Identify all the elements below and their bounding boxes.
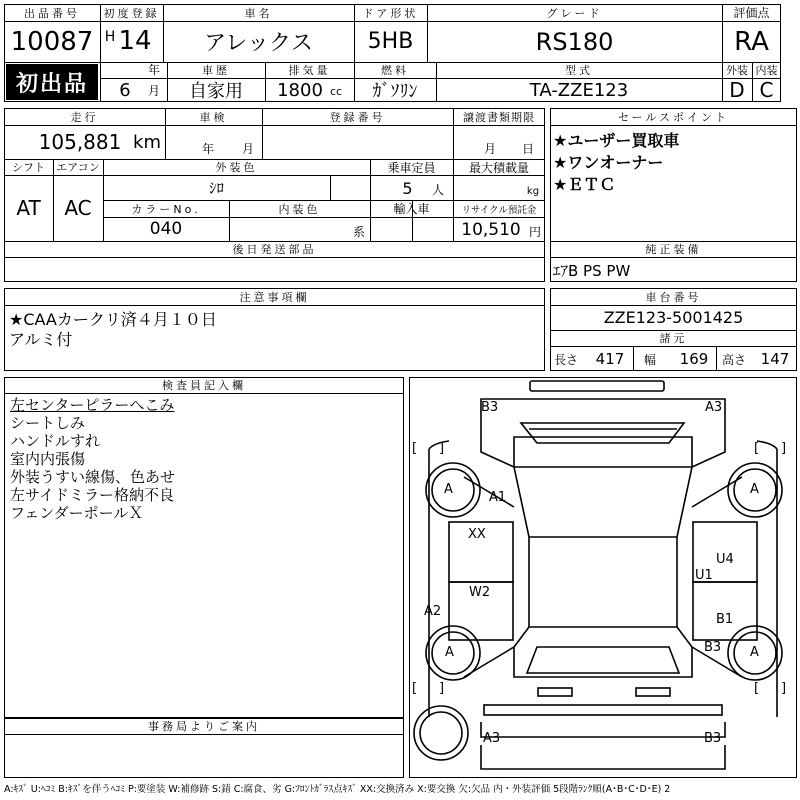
recycle-amount: 10,510 (461, 219, 521, 240)
mark-b3-bottom: B3 (704, 731, 722, 746)
capacity-label: 乗車定員 (387, 160, 436, 175)
mark-u4: U4 (716, 552, 734, 567)
grade: RS180 (535, 27, 614, 56)
car-name-label: 車名 (244, 6, 273, 20)
office-label: 事務局よりご案内 (148, 720, 260, 733)
displacement-unit: cc (329, 84, 343, 98)
ext-grade: D (729, 78, 745, 102)
note-line: ★CAAカークリ済４月１０日 (9, 310, 217, 329)
sales-point: ★ワンオーナー (553, 153, 664, 172)
sales-point: ★ユーザー買取車 (553, 131, 680, 150)
inspector-line: ハンドルすれ (10, 432, 101, 450)
legend-footer: A:ｷｽﾞ U:ﾍｺﾐ B:ｷｽﾞを伴うﾍｺﾐ P:要塗装 W:補修跡 S:錆 C:腐食、劣 G:ﾌﾛﾝﾄｶﾞﾗｽ点ｷｽﾞ XX:交換済み X:要交換 欠:欠品 内・外装評価 5段階ﾗﾝｸ順(A･B･C･D･E) 2 (4, 784, 671, 795)
sales-points-list (553, 130, 679, 196)
notes-label: 注意事項欄 (239, 290, 310, 304)
svg-text:[: [ (412, 681, 418, 696)
inspector-line: 左サイドミラー格納不良 (10, 486, 174, 504)
svg-text:]: ] (439, 441, 445, 456)
wheel-front-left-mark: A (444, 482, 453, 497)
reg-year: 14 (118, 26, 152, 56)
sales-point: ★ＥＴＣ (553, 175, 616, 194)
width-label: 幅 (643, 352, 656, 367)
first-listing-badge: 初出品 (6, 64, 98, 100)
wheel-rear-left-mark: A (445, 645, 454, 660)
color: ｼﾛ (208, 179, 224, 197)
svg-text:[: [ (754, 681, 760, 696)
inspector-list (10, 396, 175, 522)
import-label: 輸入車 (393, 202, 430, 216)
capacity-unit: 人 (431, 182, 444, 197)
max-load-label: 最大積載量 (468, 160, 529, 175)
mark-b3-right: B3 (704, 640, 722, 655)
svg-text:[: [ (754, 441, 760, 456)
spec-label: 諸元 (659, 332, 688, 345)
reg-month: 6 (119, 79, 131, 101)
svg-text:[: [ (412, 441, 418, 456)
colorno: 040 (149, 219, 183, 239)
length: 417 (595, 350, 625, 368)
chassis-number: ZZE123-5001425 (603, 308, 744, 327)
ac: AC (64, 196, 92, 220)
displacement-label: 排気量 (288, 64, 331, 77)
lot-number: 10087 (10, 26, 94, 57)
inspection-year-unit: 年 (201, 141, 214, 156)
door-label: ドア形状 (362, 6, 419, 20)
intcolor-unit: 系 (352, 224, 365, 239)
car-diagram (409, 377, 797, 778)
regno-label: 登録番号 (329, 110, 386, 124)
history: 自家用 (189, 81, 243, 102)
mileage: 105,881 (38, 130, 122, 154)
displacement: 1800 (277, 79, 323, 101)
shift-label: シフト (12, 161, 45, 174)
recycle-label: リサイクル預託金 (461, 204, 537, 216)
grade-label: グレード (546, 6, 603, 20)
colorno-label: カラーNo. (131, 202, 201, 216)
int-grade: C (759, 78, 774, 102)
recycle-unit: 円 (528, 224, 541, 239)
mark-b3-top: B3 (481, 400, 499, 415)
chassis-label: 車台番号 (645, 290, 702, 304)
wheel-front-right-mark: A (750, 482, 759, 497)
shift: AT (16, 196, 41, 220)
mileage-label: 走行 (70, 110, 99, 124)
transfer-label: 譲渡書類期限 (463, 110, 535, 124)
model: TA-ZZE123 (529, 79, 629, 101)
inspector-line: 室内内張傷 (10, 450, 86, 468)
width: 169 (679, 350, 709, 368)
mark-a1: A1 (489, 490, 507, 505)
length-label: 長さ (553, 352, 578, 367)
color-label: 外装色 (215, 161, 258, 174)
inspector-line: 外装うすい線傷、色あせ (10, 468, 176, 486)
int-grade-label: 内装 (755, 64, 778, 77)
mark-xx: XX (468, 527, 486, 542)
inspection-label: 車検 (199, 110, 228, 124)
mark-a3-bottom: A3 (483, 731, 501, 746)
inspector-label: 検査員記入欄 (162, 379, 246, 392)
inspector-line: 左センターピラーへこみ (10, 396, 175, 414)
mark-u1: U1 (695, 568, 713, 583)
height-label: 高さ (721, 352, 746, 367)
car-name: アレックス (204, 31, 313, 56)
reg-month-unit: 月 (147, 83, 160, 98)
inspection-month-unit: 月 (241, 141, 254, 156)
reg-year-unit: 年 (147, 62, 160, 77)
model-label: 型式 (565, 64, 593, 77)
sales-points-label: セールスポイント (617, 110, 729, 124)
mileage-unit: km (133, 131, 161, 153)
reg-label: 初度登録 (103, 6, 160, 20)
rating: RA (734, 26, 769, 57)
transfer-month-unit: 月 (483, 141, 496, 156)
inspector-line: フェンダーポールＸ (10, 504, 144, 522)
equipment-label: 純正装備 (645, 243, 702, 256)
svg-text:]: ] (781, 441, 787, 456)
svg-text:]: ] (781, 681, 787, 696)
fuel: ｶﾞｿﾘﾝ (372, 81, 418, 102)
inspector-line: シートしみ (10, 414, 86, 432)
fuel-label: 燃料 (381, 64, 409, 77)
height: 147 (760, 350, 790, 368)
ext-grade-label: 外装 (726, 64, 748, 77)
transfer-day-unit: 日 (521, 141, 534, 156)
wheel-rear-right-mark: A (750, 645, 759, 660)
lot-label: 出品番号 (24, 6, 80, 20)
mark-a3-top: A3 (705, 400, 723, 415)
rating-label: 評価点 (733, 6, 770, 20)
equipment: ｴｱB PS PW (553, 261, 631, 280)
history-label: 車歴 (202, 64, 230, 77)
mark-b1: B1 (716, 612, 734, 627)
note-line: アルミ付 (9, 330, 73, 349)
door-type: 5HB (367, 29, 414, 54)
max-load-unit: kg (526, 185, 540, 197)
mark-w2: W2 (469, 585, 491, 600)
capacity: 5 (402, 178, 413, 198)
mark-a2: A2 (424, 604, 442, 619)
intcolor-label: 内装色 (278, 202, 321, 216)
later-parts-label: 後日発送部品 (232, 243, 317, 256)
notes-list (9, 310, 217, 350)
reg-era: H (104, 29, 116, 45)
svg-text:]: ] (439, 681, 445, 696)
ac-label: エアコン (56, 161, 100, 174)
